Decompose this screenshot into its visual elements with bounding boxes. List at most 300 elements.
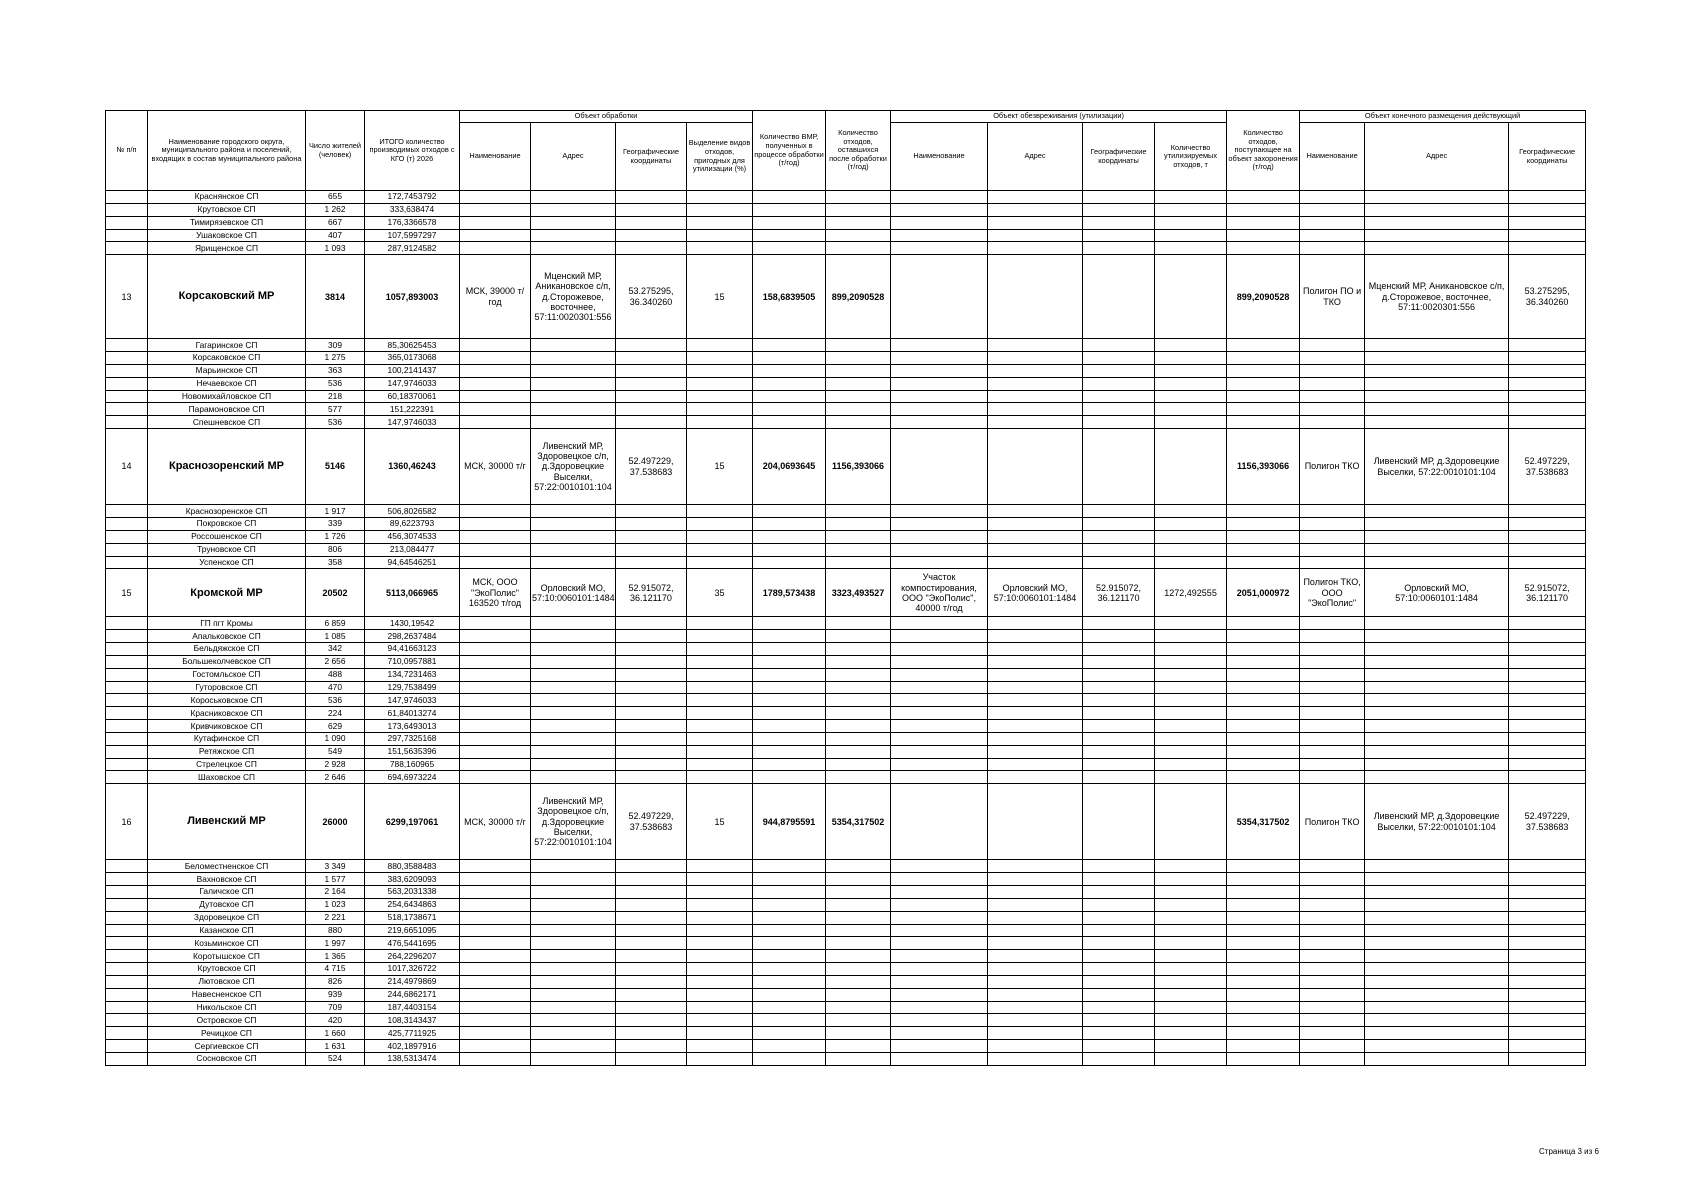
cell-pop: 470 <box>306 681 365 694</box>
cell-name: Крутовское СП <box>148 963 306 976</box>
cell-total: 214,4979869 <box>365 975 460 988</box>
cell-proc-name <box>460 1040 531 1053</box>
cell-neu-coords <box>1083 681 1155 694</box>
cell-num <box>106 707 148 720</box>
cell-proc-pct <box>687 517 753 530</box>
cell-proc-pct <box>687 924 753 937</box>
cell-neu-coords <box>1083 364 1155 377</box>
cell-proc-addr <box>531 694 616 707</box>
cell-proc-pct <box>687 886 753 899</box>
cell-proc-coords <box>616 668 687 681</box>
cell-neu-name <box>891 707 988 720</box>
cell-fin-addr <box>1365 707 1509 720</box>
cell-num <box>106 517 148 530</box>
cell-proc-addr <box>531 963 616 976</box>
cell-neu-addr <box>988 556 1083 569</box>
cell-neu-qty <box>1155 339 1227 352</box>
cell-neu-coords <box>1083 975 1155 988</box>
settlement-row <box>106 988 1586 1001</box>
cell-neu-coords: 52.915072, 36.121170 <box>1083 569 1155 617</box>
cell-neu-qty <box>1155 229 1227 242</box>
cell-proc-coords <box>616 988 687 1001</box>
cell-proc-coords <box>616 229 687 242</box>
cell-pop: 488 <box>306 668 365 681</box>
cell-proc-pct <box>687 229 753 242</box>
cell-proc-name <box>460 403 531 416</box>
cell-pop: 667 <box>306 216 365 229</box>
cell-neu-coords <box>1083 963 1155 976</box>
cell-vmr <box>753 745 826 758</box>
cell-neu-coords <box>1083 745 1155 758</box>
settlement-row <box>106 416 1586 429</box>
cell-remaining <box>826 668 891 681</box>
cell-remaining <box>826 191 891 204</box>
settlement-row <box>106 191 1586 204</box>
cell-name: Беломестненское СП <box>148 860 306 873</box>
cell-total: 264,2296207 <box>365 950 460 963</box>
cell-fin-name <box>1300 403 1365 416</box>
settlement-row <box>106 377 1586 390</box>
cell-proc-coords <box>616 745 687 758</box>
cell-neu-coords <box>1083 924 1155 937</box>
cell-neu-name <box>891 655 988 668</box>
cell-proc-coords <box>616 732 687 745</box>
header-proc-coords: Географические координаты <box>616 123 687 191</box>
cell-total: 187,4403154 <box>365 1001 460 1014</box>
cell-fin-coords <box>1509 229 1586 242</box>
cell-num: 14 <box>106 429 148 505</box>
cell-proc-addr <box>531 364 616 377</box>
cell-neu-addr <box>988 191 1083 204</box>
settlement-row <box>106 694 1586 707</box>
cell-neu-qty <box>1155 937 1227 950</box>
cell-fin-coords <box>1509 937 1586 950</box>
cell-remaining <box>826 339 891 352</box>
cell-num <box>106 377 148 390</box>
cell-neu-addr <box>988 975 1083 988</box>
cell-proc-coords <box>616 898 687 911</box>
cell-proc-name <box>460 339 531 352</box>
cell-neu-qty <box>1155 975 1227 988</box>
cell-fin-coords <box>1509 390 1586 403</box>
cell-name: Кривчиковское СП <box>148 720 306 733</box>
settlement-row <box>106 771 1586 784</box>
cell-proc-name <box>460 975 531 988</box>
cell-vmr <box>753 924 826 937</box>
cell-proc-coords <box>616 216 687 229</box>
cell-proc-addr <box>531 771 616 784</box>
settlement-row <box>106 203 1586 216</box>
cell-landfill <box>1227 668 1300 681</box>
cell-vmr <box>753 377 826 390</box>
cell-neu-qty <box>1155 1001 1227 1014</box>
cell-neu-name: Участок компостирования, ООО "ЭкоПолис", 40000 т/год <box>891 569 988 617</box>
cell-neu-addr <box>988 364 1083 377</box>
cell-remaining <box>826 403 891 416</box>
cell-pop: 655 <box>306 191 365 204</box>
cell-proc-coords <box>616 543 687 556</box>
cell-proc-pct: 15 <box>687 429 753 505</box>
cell-total: 365,0173068 <box>365 352 460 365</box>
cell-proc-pct <box>687 416 753 429</box>
cell-fin-name <box>1300 886 1365 899</box>
cell-num <box>106 617 148 630</box>
cell-name: Дутовское СП <box>148 898 306 911</box>
cell-vmr <box>753 668 826 681</box>
cell-neu-name <box>891 505 988 518</box>
cell-name: Краснозоренский МР <box>148 429 306 505</box>
cell-num <box>106 668 148 681</box>
cell-landfill <box>1227 886 1300 899</box>
cell-proc-name <box>460 1014 531 1027</box>
settlement-row <box>106 950 1586 963</box>
cell-landfill <box>1227 873 1300 886</box>
cell-proc-coords: 53.275295, 36.340260 <box>616 255 687 339</box>
cell-fin-name <box>1300 1040 1365 1053</box>
cell-vmr <box>753 975 826 988</box>
cell-neu-name <box>891 1052 988 1065</box>
cell-remaining <box>826 745 891 758</box>
cell-neu-name <box>891 517 988 530</box>
cell-remaining <box>826 505 891 518</box>
cell-neu-name <box>891 911 988 924</box>
cell-neu-coords <box>1083 242 1155 255</box>
cell-vmr <box>753 694 826 707</box>
cell-neu-qty <box>1155 203 1227 216</box>
cell-fin-name <box>1300 732 1365 745</box>
cell-fin-coords <box>1509 416 1586 429</box>
cell-neu-coords <box>1083 543 1155 556</box>
cell-fin-addr <box>1365 988 1509 1001</box>
cell-proc-addr <box>531 1014 616 1027</box>
page-number: Страница 3 из 6 <box>1539 1147 1599 1156</box>
cell-neu-addr <box>988 643 1083 656</box>
cell-total: 172,7453792 <box>365 191 460 204</box>
cell-landfill <box>1227 898 1300 911</box>
cell-num <box>106 860 148 873</box>
cell-vmr <box>753 229 826 242</box>
cell-num <box>106 191 148 204</box>
cell-neu-addr <box>988 924 1083 937</box>
cell-neu-coords <box>1083 643 1155 656</box>
cell-landfill <box>1227 1027 1300 1040</box>
cell-name: Парамоновское СП <box>148 403 306 416</box>
cell-fin-name <box>1300 720 1365 733</box>
cell-fin-addr <box>1365 242 1509 255</box>
cell-neu-addr <box>988 377 1083 390</box>
header-fin-addr: Адрес <box>1365 123 1509 191</box>
cell-neu-qty: 1272,492555 <box>1155 569 1227 617</box>
settlement-row <box>106 403 1586 416</box>
cell-vmr <box>753 191 826 204</box>
cell-fin-name <box>1300 694 1365 707</box>
cell-total: 1360,46243 <box>365 429 460 505</box>
cell-landfill <box>1227 530 1300 543</box>
cell-num <box>106 720 148 733</box>
settlement-row <box>106 1052 1586 1065</box>
cell-fin-name <box>1300 860 1365 873</box>
cell-neu-coords <box>1083 694 1155 707</box>
cell-landfill <box>1227 643 1300 656</box>
cell-neu-name <box>891 898 988 911</box>
cell-remaining <box>826 924 891 937</box>
cell-neu-qty <box>1155 517 1227 530</box>
cell-remaining <box>826 694 891 707</box>
header-proc-extract: Выделение видов отходов, пригодных для утилизации (%) <box>687 123 753 191</box>
cell-neu-name <box>891 860 988 873</box>
cell-landfill <box>1227 950 1300 963</box>
cell-fin-coords <box>1509 655 1586 668</box>
cell-neu-addr <box>988 1040 1083 1053</box>
cell-fin-addr <box>1365 364 1509 377</box>
cell-fin-coords <box>1509 988 1586 1001</box>
cell-neu-addr <box>988 1027 1083 1040</box>
cell-fin-addr <box>1365 1040 1509 1053</box>
cell-neu-coords <box>1083 950 1155 963</box>
settlement-row <box>106 364 1586 377</box>
cell-pop: 1 093 <box>306 242 365 255</box>
cell-name: Короськовское СП <box>148 694 306 707</box>
cell-proc-name <box>460 771 531 784</box>
settlement-row <box>106 617 1586 630</box>
cell-num <box>106 364 148 377</box>
cell-remaining <box>826 963 891 976</box>
cell-neu-qty <box>1155 429 1227 505</box>
cell-num <box>106 745 148 758</box>
cell-proc-coords <box>616 339 687 352</box>
header-fin-coords: Географические координаты <box>1509 123 1586 191</box>
cell-neu-name <box>891 873 988 886</box>
cell-landfill <box>1227 988 1300 1001</box>
cell-fin-name <box>1300 390 1365 403</box>
cell-neu-name <box>891 924 988 937</box>
cell-fin-addr <box>1365 771 1509 784</box>
cell-proc-coords <box>616 242 687 255</box>
header-group-neutralization: Объект обезвреживания (утилизации) <box>891 111 1227 123</box>
cell-name: Ретяжское СП <box>148 745 306 758</box>
cell-neu-name <box>891 429 988 505</box>
cell-remaining <box>826 416 891 429</box>
cell-vmr <box>753 1027 826 1040</box>
cell-neu-coords <box>1083 255 1155 339</box>
cell-proc-name <box>460 898 531 911</box>
cell-fin-coords <box>1509 732 1586 745</box>
cell-neu-addr <box>988 339 1083 352</box>
cell-fin-coords: 52.915072, 36.121170 <box>1509 569 1586 617</box>
cell-fin-name: Полигон ПО и ТКО <box>1300 255 1365 339</box>
cell-fin-coords <box>1509 617 1586 630</box>
cell-proc-pct <box>687 860 753 873</box>
cell-neu-addr: Орловский МО, 57:10:0060101:1484 <box>988 569 1083 617</box>
cell-remaining <box>826 517 891 530</box>
cell-fin-addr <box>1365 617 1509 630</box>
cell-fin-coords <box>1509 216 1586 229</box>
cell-total: 476,5441695 <box>365 937 460 950</box>
cell-fin-name <box>1300 643 1365 656</box>
cell-neu-name <box>891 242 988 255</box>
cell-landfill: 899,2090528 <box>1227 255 1300 339</box>
cell-proc-coords <box>616 873 687 886</box>
cell-proc-name <box>460 543 531 556</box>
cell-proc-pct <box>687 643 753 656</box>
settlement-row <box>106 229 1586 242</box>
cell-proc-name <box>460 377 531 390</box>
cell-neu-name <box>891 1014 988 1027</box>
cell-neu-addr <box>988 784 1083 860</box>
cell-proc-coords <box>616 707 687 720</box>
cell-fin-coords <box>1509 530 1586 543</box>
cell-proc-pct <box>687 963 753 976</box>
cell-neu-coords <box>1083 1027 1155 1040</box>
cell-proc-addr <box>531 1052 616 1065</box>
cell-proc-pct <box>687 1027 753 1040</box>
cell-neu-qty <box>1155 255 1227 339</box>
cell-neu-coords <box>1083 911 1155 924</box>
cell-neu-name <box>891 643 988 656</box>
cell-proc-coords: 52.497229, 37.538683 <box>616 429 687 505</box>
cell-proc-addr <box>531 556 616 569</box>
cell-pop: 2 656 <box>306 655 365 668</box>
settlement-row <box>106 505 1586 518</box>
cell-landfill <box>1227 377 1300 390</box>
cell-pop: 806 <box>306 543 365 556</box>
cell-proc-pct <box>687 898 753 911</box>
cell-vmr <box>753 505 826 518</box>
cell-pop: 224 <box>306 707 365 720</box>
district-row <box>106 429 1586 505</box>
cell-name: Труновское СП <box>148 543 306 556</box>
cell-pop: 5146 <box>306 429 365 505</box>
cell-pop: 1 090 <box>306 732 365 745</box>
cell-total: 147,9746033 <box>365 416 460 429</box>
cell-proc-addr <box>531 643 616 656</box>
cell-neu-name <box>891 1040 988 1053</box>
cell-vmr <box>753 950 826 963</box>
cell-fin-coords <box>1509 873 1586 886</box>
cell-fin-coords <box>1509 694 1586 707</box>
cell-neu-qty <box>1155 784 1227 860</box>
cell-proc-name <box>460 216 531 229</box>
cell-neu-name <box>891 377 988 390</box>
cell-neu-qty <box>1155 860 1227 873</box>
cell-fin-addr <box>1365 517 1509 530</box>
cell-name: Краснянское СП <box>148 191 306 204</box>
settlement-row <box>106 1001 1586 1014</box>
cell-num <box>106 681 148 694</box>
cell-name: Галичское СП <box>148 886 306 899</box>
cell-pop: 939 <box>306 988 365 1001</box>
cell-fin-name <box>1300 543 1365 556</box>
cell-fin-name <box>1300 950 1365 963</box>
cell-remaining <box>826 530 891 543</box>
cell-fin-addr <box>1365 505 1509 518</box>
cell-num <box>106 911 148 924</box>
settlement-row <box>106 745 1586 758</box>
cell-fin-addr <box>1365 758 1509 771</box>
cell-neu-addr <box>988 403 1083 416</box>
cell-name: Россошенское СП <box>148 530 306 543</box>
cell-fin-coords <box>1509 911 1586 924</box>
cell-proc-addr <box>531 617 616 630</box>
cell-fin-addr <box>1365 732 1509 745</box>
cell-neu-qty <box>1155 694 1227 707</box>
cell-fin-addr <box>1365 543 1509 556</box>
cell-total: 1017,326722 <box>365 963 460 976</box>
header-name: Наименование городского округа, муниципального района и поселений, входящих в состав муниципального района <box>148 111 306 191</box>
cell-proc-name <box>460 1052 531 1065</box>
cell-neu-coords <box>1083 668 1155 681</box>
cell-fin-name <box>1300 873 1365 886</box>
cell-remaining <box>826 655 891 668</box>
cell-pop: 1 726 <box>306 530 365 543</box>
cell-vmr <box>753 643 826 656</box>
cell-proc-addr <box>531 732 616 745</box>
cell-proc-pct <box>687 732 753 745</box>
cell-proc-addr <box>531 242 616 255</box>
cell-proc-coords <box>616 1014 687 1027</box>
settlement-row <box>106 720 1586 733</box>
cell-proc-pct <box>687 242 753 255</box>
cell-proc-coords <box>616 758 687 771</box>
cell-name: Гостомльское СП <box>148 668 306 681</box>
district-row <box>106 255 1586 339</box>
cell-proc-name <box>460 352 531 365</box>
cell-proc-name: МСК, ООО "ЭкоПолис" 163520 т/год <box>460 569 531 617</box>
cell-num <box>106 950 148 963</box>
settlement-row <box>106 1014 1586 1027</box>
cell-num <box>106 937 148 950</box>
cell-name: Кутафинское СП <box>148 732 306 745</box>
cell-fin-addr <box>1365 963 1509 976</box>
cell-neu-qty <box>1155 191 1227 204</box>
cell-fin-coords <box>1509 203 1586 216</box>
cell-fin-addr <box>1365 1014 1509 1027</box>
cell-landfill <box>1227 720 1300 733</box>
settlement-row <box>106 758 1586 771</box>
cell-neu-coords <box>1083 416 1155 429</box>
cell-proc-coords <box>616 364 687 377</box>
cell-proc-pct <box>687 530 753 543</box>
cell-fin-name <box>1300 191 1365 204</box>
cell-total: 134,7231463 <box>365 668 460 681</box>
settlement-row <box>106 886 1586 899</box>
cell-neu-name <box>891 339 988 352</box>
cell-vmr <box>753 1001 826 1014</box>
cell-neu-qty <box>1155 758 1227 771</box>
cell-pop: 629 <box>306 720 365 733</box>
cell-name: Новомихайловское СП <box>148 390 306 403</box>
cell-total: 425,7711925 <box>365 1027 460 1040</box>
cell-fin-addr <box>1365 720 1509 733</box>
cell-proc-addr <box>531 720 616 733</box>
cell-neu-addr <box>988 1052 1083 1065</box>
cell-fin-coords <box>1509 758 1586 771</box>
cell-fin-name <box>1300 505 1365 518</box>
cell-num <box>106 403 148 416</box>
cell-total: 219,6651095 <box>365 924 460 937</box>
cell-neu-coords <box>1083 937 1155 950</box>
cell-proc-coords <box>616 416 687 429</box>
header-fin-name: Наименование <box>1300 123 1365 191</box>
settlement-row <box>106 216 1586 229</box>
cell-remaining <box>826 873 891 886</box>
cell-remaining <box>826 364 891 377</box>
cell-landfill <box>1227 352 1300 365</box>
cell-proc-name <box>460 860 531 873</box>
cell-fin-addr <box>1365 1027 1509 1040</box>
cell-neu-addr <box>988 416 1083 429</box>
cell-name: Ушаковское СП <box>148 229 306 242</box>
